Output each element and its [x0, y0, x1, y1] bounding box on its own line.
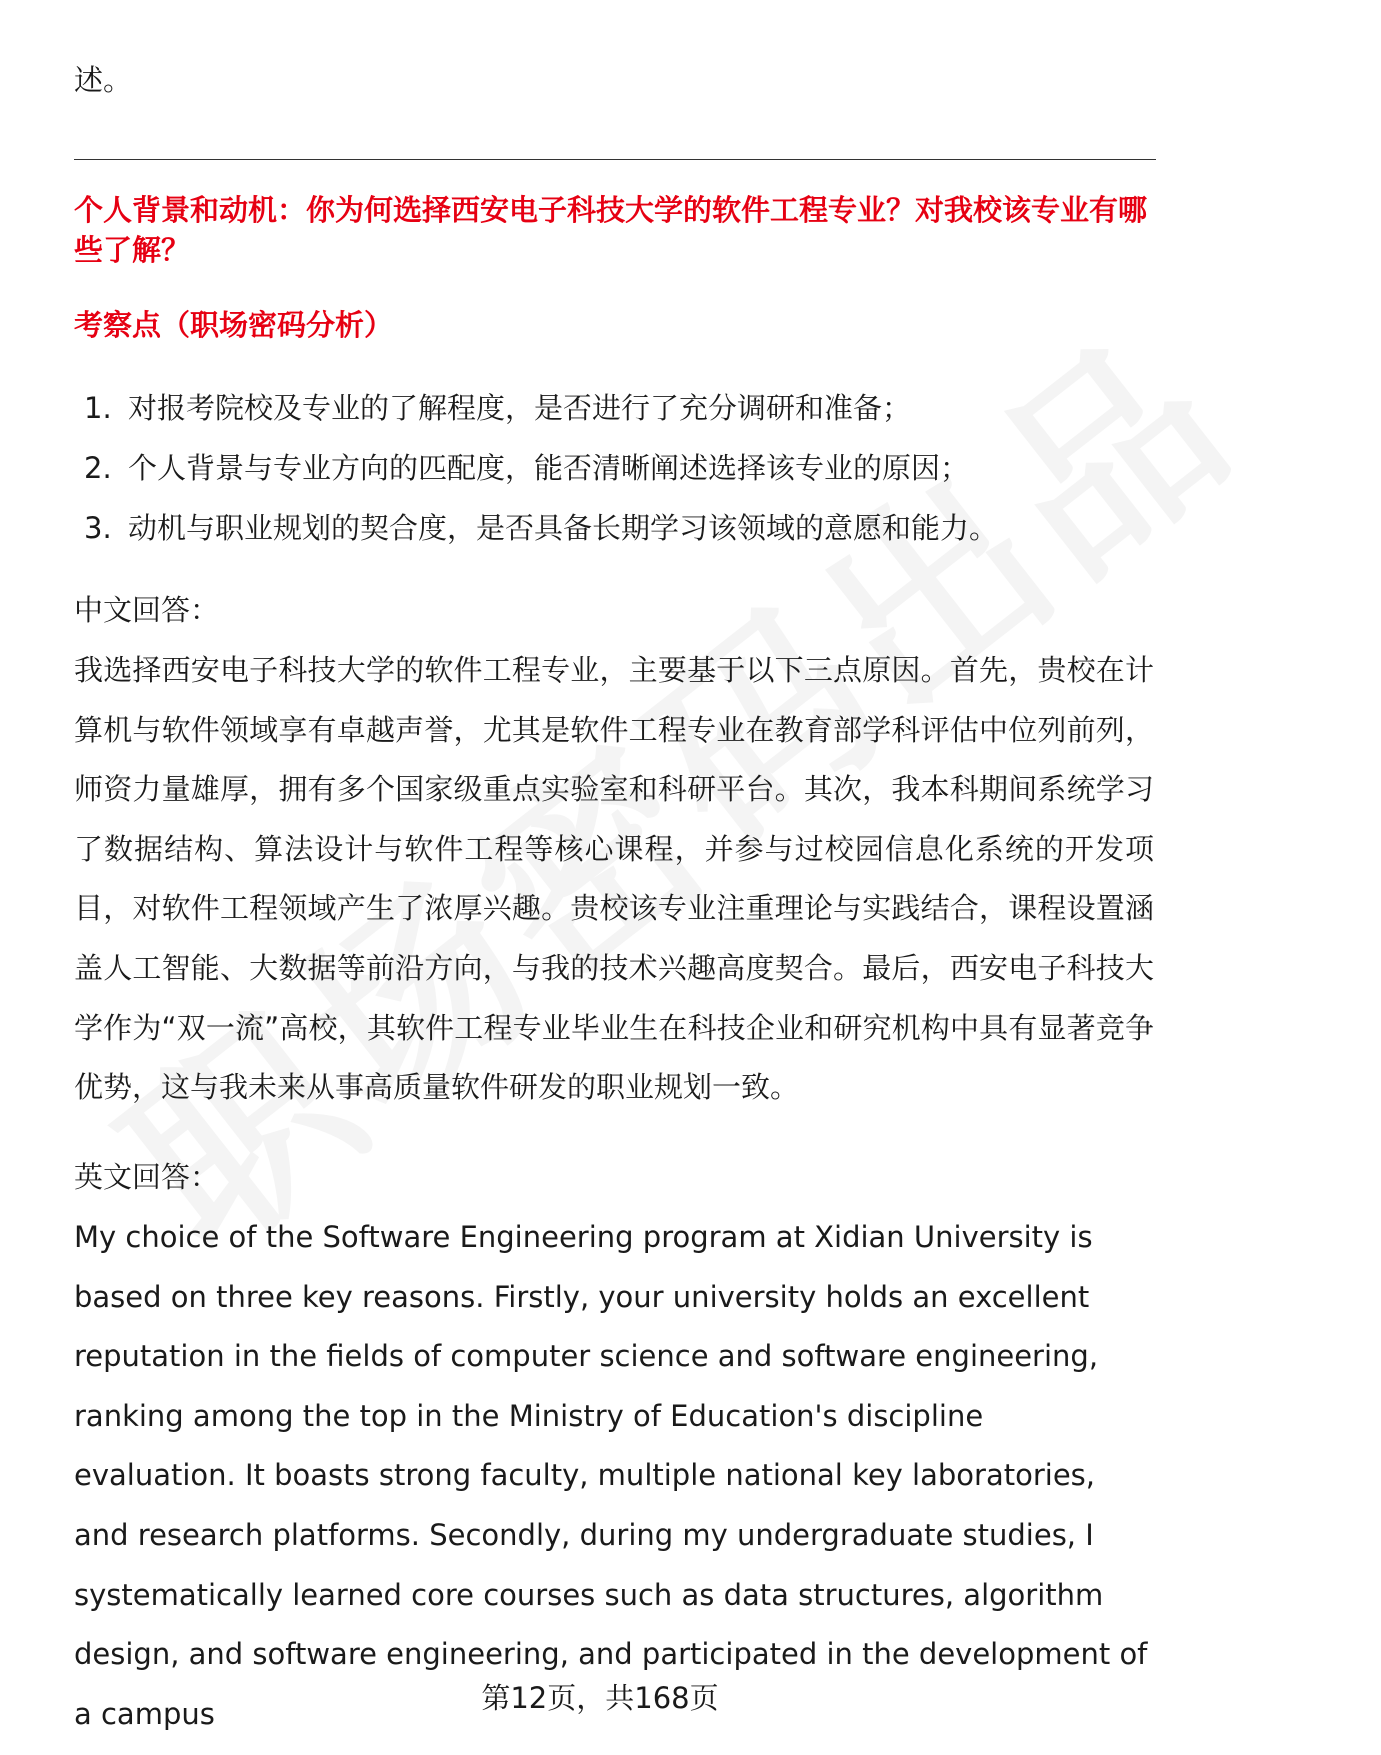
english-answer-label: 英文回答：	[74, 1160, 220, 1194]
continuation-text: 述。	[74, 63, 133, 97]
list-item	[84, 378, 998, 438]
list-item-text: 对报考院校及专业的了解程度，是否进行了充分调研和准备；	[128, 391, 912, 425]
list-item-number: 1.	[84, 391, 112, 425]
list-item-text: 动机与职业规划的契合度，是否具备长期学习该领域的意愿和能力。	[128, 511, 999, 545]
exam-points-heading: 考察点（职场密码分析）	[74, 308, 394, 342]
list-item	[84, 438, 998, 498]
english-answer-text: My choice of the Software Engineering program at Xidian University is based on three key reasons. Firstly, your university holds an excellent reputation in the fields of computer science and software engineering, ranking among the top in the Ministry of Education's discipline evaluation. It boasts strong faculty, multiple national key laboratories, and research platforms. Secondly, during my undergraduate studies, I systematically learned core courses such as data structures, algorithm design, and software engineering, and participated in the development of a campus	[74, 1220, 1148, 1731]
question-heading: 个人背景和动机：你为何选择西安电子科技大学的软件工程专业？对我校该专业有哪些了解？	[74, 193, 1148, 267]
section-divider	[74, 159, 1156, 160]
list-item-number: 2.	[84, 451, 112, 485]
chinese-answer-text: 我选择西安电子科技大学的软件工程专业，主要基于以下三点原因。首先，贵校在计算机与软件领域享有卓越声誉，尤其是软件工程专业在教育部学科评估中位列前列，师资力量雄厚，拥有多个国家级重点实验室和科研平台。其次，我本科期间系统学习了数据结构、算法设计与软件工程等核心课程，并参与过校园信息化系统的开发项目，对软件工程领域产生了浓厚兴趣。贵校该专业注重理论与实践结合，课程设置涵盖人工智能、大数据等前沿方向，与我的技术兴趣高度契合。最后，西安电子科技大学作为“双一流”高校，其软件工程专业毕业生在科技企业和研究机构中具有显著竞争优势，这与我未来从事高质量软件研发的职业规划一致。	[74, 653, 1154, 1105]
chinese-answer-label: 中文回答：	[74, 593, 220, 627]
list-item-text: 个人背景与专业方向的匹配度，能否清晰阐述选择该专业的原因；	[128, 451, 970, 485]
list-item-number: 3.	[84, 511, 112, 545]
list-item	[84, 498, 998, 558]
page-indicator: 第12页，共168页	[481, 1681, 719, 1715]
exam-points-list	[84, 378, 998, 558]
